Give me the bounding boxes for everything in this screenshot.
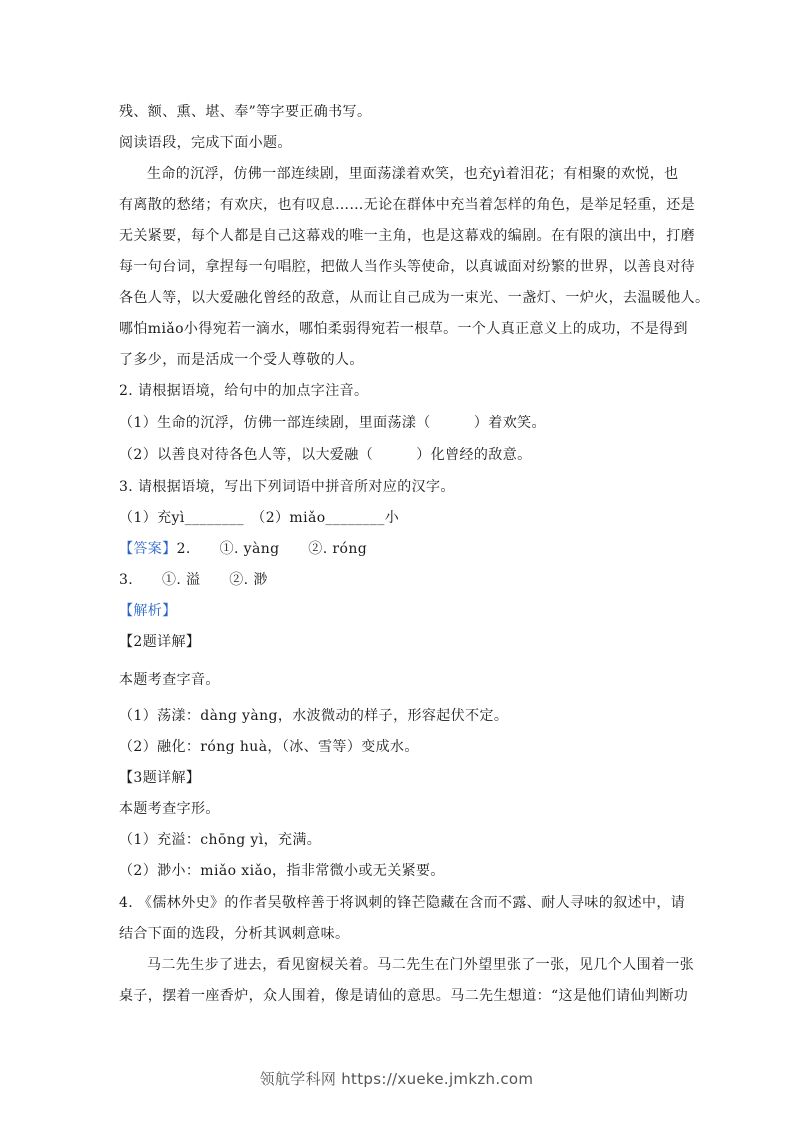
text-line: 残、额、熏、堪、奉”等字要正确书写。 bbox=[119, 104, 372, 120]
passage-line: 有离散的愁绪；有欢庆，也有叹息……无论在群体中充当着怎样的角色，是举足轻重，还是 bbox=[119, 197, 695, 213]
analysis-tag: 【解析】 bbox=[119, 603, 177, 619]
footer-watermark: 领航学科网 https://xueke.jmkzh.com bbox=[259, 1070, 534, 1088]
explanation-line: （1）充溢：chōng yì，充满。 bbox=[119, 832, 322, 848]
answer-3: 3. ①. 溢 ②. 渺 bbox=[119, 572, 268, 588]
question-3-items: （1）充yì________ （2）miǎo________小 bbox=[119, 510, 400, 526]
explanation-line: （1）荡漾：dàng yàng，水波微动的样子，形容起伏不定。 bbox=[119, 708, 509, 724]
passage-line: 每一句台词，拿捏每一句唱腔，把做人当作头等使命，以真诚面对纷繁的世界，以善良对待 bbox=[119, 259, 695, 275]
answer-tag: 【答案】 bbox=[119, 541, 177, 557]
section-heading-3: 【3题详解】 bbox=[119, 770, 201, 786]
excerpt-line: 马二先生步了进去，看见窗棂关着。马二先生在门外望里张了一张，见几个人围着一张 bbox=[147, 957, 695, 973]
passage-line: 了多少，而是活成一个受人尊敬的人。 bbox=[119, 352, 364, 368]
question-4: 结合下面的选段，分析其讽刺意味。 bbox=[119, 926, 350, 942]
excerpt-line: 桌子，摆着一座香炉，众人围着，像是请仙的意思。马二先生想道：“这是他们请仙判断功 bbox=[119, 988, 689, 1004]
explanation-line: （2）渺小：miǎo xiǎo，指非常微小或无关紧要。 bbox=[119, 863, 445, 879]
instruction-line: 阅读语段，完成下面小题。 bbox=[119, 135, 292, 151]
explanation-line: 本题考查字形。 bbox=[119, 801, 220, 817]
question-4: 4. 《儒林外史》的作者吴敬梓善于将讽刺的锋芒隐藏在含而不露、耐人寻味的叙述中，请 bbox=[119, 895, 686, 911]
question-3: 3. 请根据语境，写出下列词语中拼音所对应的汉字。 bbox=[119, 479, 455, 495]
question-2-item-2: （2）以善良对待各色人等，以大爱融（ ）化曾经的敌意。 bbox=[119, 447, 532, 463]
passage-line: 无关紧要，每个人都是自己这幕戏的唯一主角，也是这幕戏的编剧。在有限的演出中，打磨 bbox=[119, 228, 695, 244]
explanation-line: （2）融化：róng huà，（冰、雪等）变成水。 bbox=[119, 739, 419, 755]
answer-2: 2. ①. yàng ②. róng bbox=[176, 541, 368, 557]
section-heading-2: 【2题详解】 bbox=[119, 634, 201, 650]
explanation-line: 本题考查字音。 bbox=[119, 672, 220, 688]
question-2-item-1: （1）生命的沉浮，仿佛一部连续剧，里面荡漾（ ）着欢笑。 bbox=[119, 415, 546, 431]
question-2: 2. 请根据语境，给句中的加点字注音。 bbox=[119, 383, 369, 399]
passage-line: 哪怕miǎo小得宛若一滴水，哪怕柔弱得宛若一根草。一个人真正意义上的成功，不是得到 bbox=[119, 321, 688, 337]
passage-line: 各色人等，以大爱融化曾经的敌意，从而让自己成为一束光、一盏灯、一炉火，去温暖他人。 bbox=[119, 290, 710, 306]
answer-line bbox=[119, 539, 367, 559]
passage-line: 生命的沉浮，仿佛一部连续剧，里面荡漾着欢笑，也充yì着泪花；有相聚的欢悦，也 bbox=[147, 166, 679, 182]
